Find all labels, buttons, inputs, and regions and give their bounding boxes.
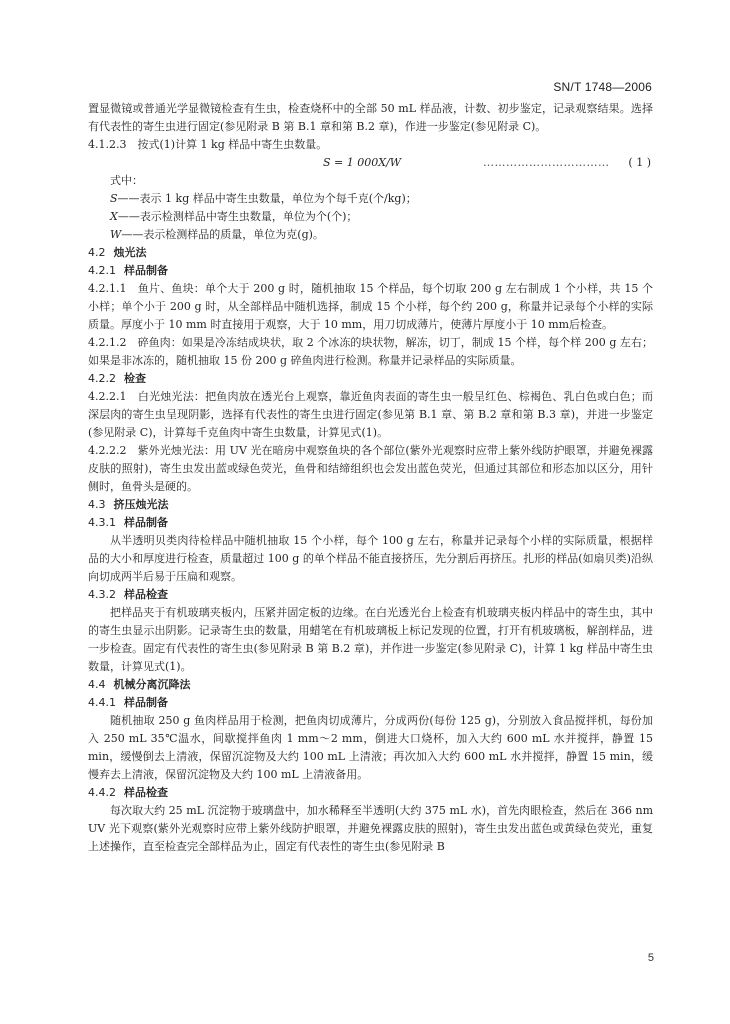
variable-symbol: X bbox=[110, 210, 118, 223]
variable-definition bbox=[88, 226, 653, 244]
variable-definition bbox=[88, 190, 653, 208]
page-number: 5 bbox=[647, 952, 654, 964]
section-number: 4.3.2 bbox=[88, 588, 116, 601]
paragraph: 4.2.2.1 白光烛光法：把鱼肉放在透光台上观察，靠近鱼肉表面的寄生虫一般呈红色、棕褐色、乳白色或白色；而深层肉的寄生虫呈现阴影，选择有代表性的寄生虫进行固定(参见第 B.1 章、第 B.2 章和第 B.3 章)，并进一步鉴定(参见附录 C)，计算每千克鱼肉中寄生虫数量，计算见式(1)。 bbox=[88, 390, 653, 439]
variable-definition bbox=[88, 208, 653, 226]
formula-expression: S = 1 000X/W bbox=[323, 156, 402, 169]
paragraph: 每次取大约 25 mL 沉淀物于玻璃盘中，加水稀释至半透明(大约 375 mL 水)，首先肉眼检查，然后在 366 nm UV 光下观察(紫外光观察时应带上紫外线防护眼罩，并避免裸露皮肤的照射)，寄生虫发出蓝色或黄绿色荧光，重复上述操作，直至检查完全部样品为止，固定有代表性的寄生虫(参见附录 B bbox=[88, 804, 653, 853]
variable-description: ——表示检测样品中寄生虫数量，单位为个(个)； bbox=[117, 210, 358, 223]
formula-where-label: 式中： bbox=[110, 174, 143, 187]
section-number: 4.2.1 bbox=[88, 264, 116, 277]
paragraph: 置显微镜或普通光学显微镜检查有生虫，检查烧杯中的全部 50 mL 样品液，计数、初步鉴定，记录观察结果。选择有代表性的寄生虫进行固定(参见附录 B 第 B.1 章和第 B.2 章)，作进一步鉴定(参见附录 C)。 bbox=[88, 102, 653, 133]
section-heading bbox=[88, 262, 653, 280]
formula-leader: …………………………… bbox=[483, 156, 610, 169]
section-number: 4.2 bbox=[88, 246, 106, 259]
variable-symbol: W bbox=[110, 228, 122, 241]
section-heading bbox=[88, 496, 653, 514]
section-heading bbox=[88, 370, 653, 388]
paragraph: 4.2.2.2 紫外光烛光法：用 UV 光在暗房中观察鱼块的各个部位(紫外光观察时应带上紫外线防护眼罩，并避免裸露皮肤的照射)，寄生虫发出蓝或绿色荧光，鱼骨和结缔组织也会发出蓝色荧光，但通过其部位和形态加以区分，用针侧时，鱼骨头是硬的。 bbox=[88, 444, 653, 493]
section-title: 挤压烛光法 bbox=[113, 498, 169, 511]
section-number: 4.4 bbox=[88, 678, 106, 691]
formula-number: ( 1 ) bbox=[628, 156, 651, 169]
section-heading bbox=[88, 586, 653, 604]
variable-symbol: S bbox=[110, 192, 118, 205]
paragraph: 4.1.2.3 按式(1)计算 1 kg 样品中寄生虫数量。 bbox=[88, 138, 328, 151]
section-title: 样品制备 bbox=[124, 516, 168, 529]
section-heading bbox=[88, 784, 653, 802]
formula-line bbox=[88, 154, 653, 172]
section-title: 样品检查 bbox=[124, 786, 168, 799]
paragraph: 4.2.1.1 鱼片、鱼块：单个大于 200 g 时，随机抽取 15 个样品，每个切取 200 g 左右制成 1 个小样，共 15 个小样；单个小于 200 g 时，从全部样品中随机选择，制成 15 个小样，每个约 200 g，称量并记录每个小样的实际质量。厚度小于 10 mm 时直接用于观察，大于 10 mm，用刀切成薄片，使薄片厚度小于 10 mm后检查。 bbox=[88, 282, 653, 331]
section-heading bbox=[88, 676, 653, 694]
section-number: 4.3.1 bbox=[88, 516, 116, 529]
section-title: 样品制备 bbox=[124, 696, 168, 709]
section-title: 样品制备 bbox=[124, 264, 168, 277]
variable-description: ——表示检测样品的质量，单位为克(g)。 bbox=[121, 228, 324, 241]
section-number: 4.4.2 bbox=[88, 786, 116, 799]
section-number: 4.2.2 bbox=[88, 372, 116, 385]
section-number: 4.3 bbox=[88, 498, 106, 511]
paragraph: 随机抽取 250 g 鱼肉样品用于检测，把鱼肉切成薄片，分成两份(每份 125 g)，分别放入食品搅拌机，每份加入 250 mL 35℃温水，间歇搅拌鱼肉 1 mm～2 mm，倒进大口烧杯，加入大约 600 mL 水并搅拌，静置 15 min，缓慢倒去上清液，保留沉淀物及大约 100 mL 上清液；再次加入大约 600 mL 水并搅拌，静置 15 min，缓慢弃去上清液，保留沉淀物及大约 100 mL 上清液备用。 bbox=[88, 714, 653, 781]
variable-description: ——表示 1 kg 样品中寄生虫数量，单位为个每千克(个/kg)； bbox=[117, 192, 417, 205]
section-number: 4.4.1 bbox=[88, 696, 116, 709]
section-heading bbox=[88, 514, 653, 532]
paragraph: 把样品夹于有机玻璃夹板内，压紧并固定板的边缘。在白光透光台上检查有机玻璃夹板内样品中的寄生虫，其中的寄生虫显示出阴影。记录寄生虫的数量，用蜡笔在有机玻璃板上标记发现的位置，打开有机玻璃板，解剖样品，进一步检查。固定有代表性的寄生虫(参见附录 B 第 B.2 章)，并作进一步鉴定(参见附录 C)，计算 1 kg 样品中寄生虫数量，计算见式(1)。 bbox=[88, 606, 653, 673]
paragraph: 从半透明贝类肉待检样品中随机抽取 15 个小样，每个 100 g 左右，称量并记录每个小样的实际质量，根据样品的大小和厚度进行检查，质量超过 100 g 的单个样品不能直接挤压，先分割后再挤压。扎形的样品(如扇贝类)沿纵向切成两半后易于压扁和观察。 bbox=[88, 534, 653, 583]
document-body bbox=[88, 100, 653, 856]
section-title: 样品检查 bbox=[124, 588, 168, 601]
paragraph: 4.2.1.2 碎鱼肉：如果是冷冻结成块状，取 2 个冰冻的块状物，解冻，切丁，制成 15 个样，每个样 200 g 左右；如果是非冰冻的，随机抽取 15 份 200 g 碎鱼肉进行检测。称量并记录样品的实际质量。 bbox=[88, 336, 653, 367]
section-heading bbox=[88, 244, 653, 262]
section-title: 机械分离沉降法 bbox=[113, 678, 191, 691]
section-heading bbox=[88, 694, 653, 712]
section-title: 烛光法 bbox=[113, 246, 147, 259]
section-title: 检查 bbox=[124, 372, 146, 385]
standard-number: SN/T 1748—2006 bbox=[553, 80, 652, 94]
